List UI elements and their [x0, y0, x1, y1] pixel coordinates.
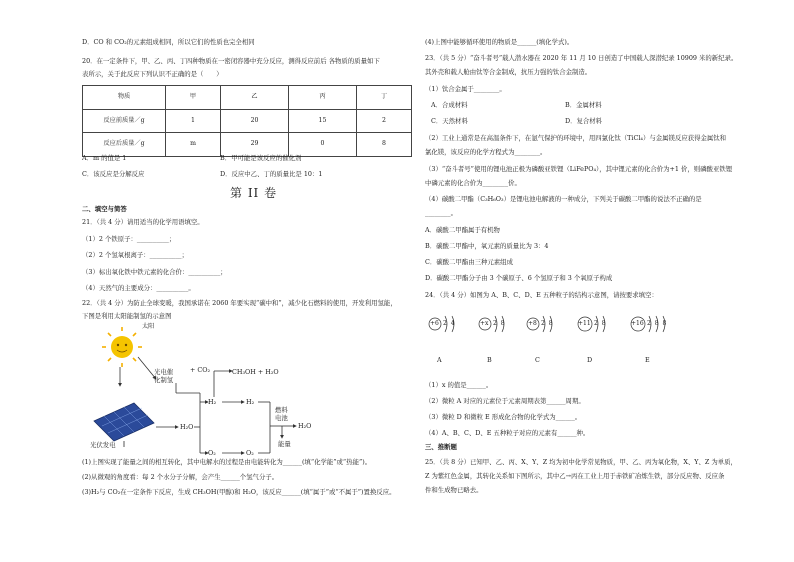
atom-structure-diagrams	[425, 304, 760, 374]
q22-part-3: (3)H₂与 CO₂在一定条件下反应，生成 CH₃OH(甲醇)和 H₂O，该反应______(填“属于”或“不属于”)置换反应。	[82, 488, 396, 496]
table-row	[83, 109, 412, 133]
q23-option-d: D．复合材料	[565, 117, 603, 125]
atom-a-label: A	[437, 356, 442, 364]
q24-part-1: （1）x 的值是______。	[425, 381, 493, 389]
sun-icon	[102, 327, 142, 367]
q20-stem: 20．在一定条件下，甲、乙、丙、丁四种物质在一密闭容器中充分反应，测得反应前后 各物质的质量如下	[82, 57, 380, 65]
q24-stem: 24．（共 4 分）如图为 A、B、C、D、E 五种粒子的结构示意图，请按要求填空：	[425, 291, 658, 299]
atom-d-label: D	[587, 356, 593, 364]
water-label: H₂O	[180, 423, 194, 431]
atom-shells	[425, 304, 760, 374]
photocat-label: 光电催	[154, 368, 174, 376]
q23-part-2: （2）工业上通常是在高温条件下，在氩气保护的环境中，用四氯化钛（TiCl₄）与金属镁反应获得金属钛和	[425, 134, 727, 142]
q21-part-3: （3）标出氧化铁中铁元素的化合价：__________；	[82, 268, 227, 276]
table-cell: 甲	[166, 86, 221, 110]
table-row	[83, 86, 412, 110]
q25-stem: 25．（共 8 分）已知甲、乙、丙、X、Y、Z 均为初中化学常见物质，甲、乙、丙为氧化物，X、Y、Z 为单质，	[425, 458, 737, 466]
atom-d-shells: 2 8	[594, 320, 606, 327]
q23-4-option-b: B．碳酸二甲酯中，氧元素的质量比为 3：4	[425, 242, 549, 250]
table-cell: 0	[288, 133, 356, 157]
q20-option-d: D．反应中乙、丁的质量比是 10：1	[220, 170, 323, 178]
table-cell: m	[166, 133, 221, 157]
q23-option-a: A．合成材料	[431, 101, 468, 109]
q23-part-4: （4）碳酸二甲酯（C₃H₆O₃）是锂电池电解液的一种成分，下列关于碳酸二甲酯的说法不正确的是	[425, 195, 702, 203]
atom-a-nucleus: +6	[430, 320, 439, 327]
co2-label: + CO₂	[190, 366, 211, 374]
diagram-lines	[82, 323, 332, 453]
product-label: CH₃OH + H₂O	[232, 368, 279, 376]
q23-part-2b: 氯化镁，该反应的化学方程式为________。	[425, 148, 547, 156]
q19-option-d: D．CO 和 CO₂的元素组成相同，所以它们的性质也完全相同	[82, 38, 255, 46]
table-cell: 29	[221, 133, 289, 157]
table-cell: 乙	[221, 86, 289, 110]
atom-a-shells: 2 4	[443, 320, 455, 327]
q22-stem: 22．（共 4 分）为防止全球变暖，我国承诺在 2060 年要实现“碳中和”，减少化石燃料的使用，开发利用氢能，	[82, 299, 397, 307]
atom-c-nucleus: +8	[528, 320, 537, 327]
atom-e-nucleus: +16	[631, 320, 644, 327]
q23-part-3b: 中磷元素的化合价为________价。	[425, 179, 521, 187]
hydrogen-label: H₂	[208, 398, 217, 406]
q23-part-4-blank: ________。	[425, 209, 457, 217]
atom-e-label: E	[645, 356, 650, 364]
q20-option-b: B．甲可能是该反应的催化剂	[220, 154, 302, 162]
q23-option-b: B．金属材料	[565, 101, 602, 109]
q25-stem-3: 件和生成物已略去。	[425, 486, 483, 494]
hydrogen-diagram	[82, 323, 332, 457]
mass-table	[82, 85, 412, 157]
atom-d-nucleus: +11	[578, 320, 591, 327]
table-cell: 丙	[288, 86, 356, 110]
table-cell: 丁	[356, 86, 411, 110]
table-cell: 8	[356, 133, 411, 157]
table-cell: 2	[356, 109, 411, 133]
table-cell: 20	[221, 109, 289, 133]
q23-option-c: C．天然材料	[431, 117, 468, 125]
table-cell: 物质	[83, 86, 166, 110]
q23-4-option-c: C．碳酸二甲酯由三种元素组成	[425, 258, 513, 266]
q23-stem: 23．（共 5 分）“奋斗者号”载人潜水器在 2020 年 11 月 10 日创造了中国载人深潜纪录 10909 米的新纪录。	[425, 54, 738, 62]
section-heading: 二、填空与简答	[82, 205, 127, 213]
q21-stem: 21．（共 4 分）请用适当的化学用语填空。	[82, 218, 204, 226]
energy-label: 能量	[278, 440, 291, 448]
q21-part-4: （4）天然气的主要成分：__________。	[82, 284, 195, 292]
water-label-2: H₂O	[298, 422, 312, 430]
sun-label: 太阳	[142, 323, 155, 330]
atom-e-shells: 2 8 8	[647, 320, 667, 327]
q23-4-option-a: A．碳酸二甲酯属于有机物	[425, 226, 500, 234]
q24-part-2: （2）微粒 A 对应的元素位于元素周期表第______周期。	[425, 397, 585, 405]
q20-option-a: A．m 的值是 1	[82, 154, 127, 162]
atom-c-label: C	[535, 356, 540, 364]
table-cell: 15	[288, 109, 356, 133]
volume-title: 第 II 卷	[230, 186, 278, 200]
photocat-label-2: 化制氢	[154, 376, 174, 384]
atom-c-shells: 2 8	[541, 320, 553, 327]
q21-part-2: （2）2 个氢氧根离子：__________；	[82, 251, 189, 259]
q23-part-3: （3）“奋斗者号”使用的锂电池正极为磷酸亚铁锂（LiFePO₄），其中锂元素的化合价为+1 价，则磷酸亚铁锂	[425, 165, 733, 173]
table-cell: 1	[166, 109, 221, 133]
atom-b-label: B	[487, 356, 492, 364]
atom-b-nucleus: +x	[480, 320, 489, 327]
q20-stem-2: 表所示，关于此反应下列认识不正确的是（ ）	[82, 70, 223, 78]
q22-part-2: (2)从微观的角度看：每 2 个水分子分解，会产生______个氢气分子。	[82, 473, 279, 481]
hydrogen-label-2: H₂	[246, 398, 255, 406]
q22-stem-2: 下图是利用太阳能制氢的示意图	[82, 312, 172, 320]
table-row	[83, 133, 412, 157]
q22-part-4: (4)上图中能够循环使用的物质是______(填化学式)。	[425, 38, 574, 46]
fuel-cell-label: 燃料	[275, 406, 288, 414]
q23-stem-2: 其外壳和载人舱由钛等合金制成，抗压力强的钛合金制造。	[425, 68, 592, 76]
q24-part-4: （4）A、B、C、D、E 五种粒子对应的元素有______种。	[425, 429, 590, 437]
table-cell: 反应后质量／g	[83, 133, 166, 157]
q22-part-1: (1)上图实现了能量之间的相互转化，其中电解水的过程是由电能转化为______(填“化学能”或“热能”)。	[82, 458, 372, 466]
oxygen-label: O₂	[208, 449, 216, 457]
q23-4-option-d: D．碳酸二甲酯分子由 3 个碳原子、6 个氢原子和 3 个氧原子构成	[425, 274, 613, 282]
section-heading-3: 三、推断题	[425, 443, 457, 451]
oxygen-label-2: O₂	[246, 449, 254, 457]
q25-stem-2: Z 为紫红色金属，其转化关系如下图所示，其中乙→丙在工业上用于赤铁矿冶炼生铁，部分反应物、反应条	[425, 472, 725, 480]
table-cell: 反应前质量／g	[83, 109, 166, 133]
fuel-cell-label-2: 电池	[275, 414, 288, 422]
q24-part-3: （3）微粒 D 和微粒 E 形成化合物的化学式为______。	[425, 413, 582, 421]
solar-label: 光伏发电	[90, 441, 116, 449]
q20-option-c: C．该反应是分解反应	[82, 170, 145, 178]
q23-part-1: （1）钛合金属于________。	[425, 85, 506, 93]
q21-part-1: （1）2 个铁原子：__________；	[82, 235, 176, 243]
atom-b-shells: 2 8	[493, 320, 505, 327]
